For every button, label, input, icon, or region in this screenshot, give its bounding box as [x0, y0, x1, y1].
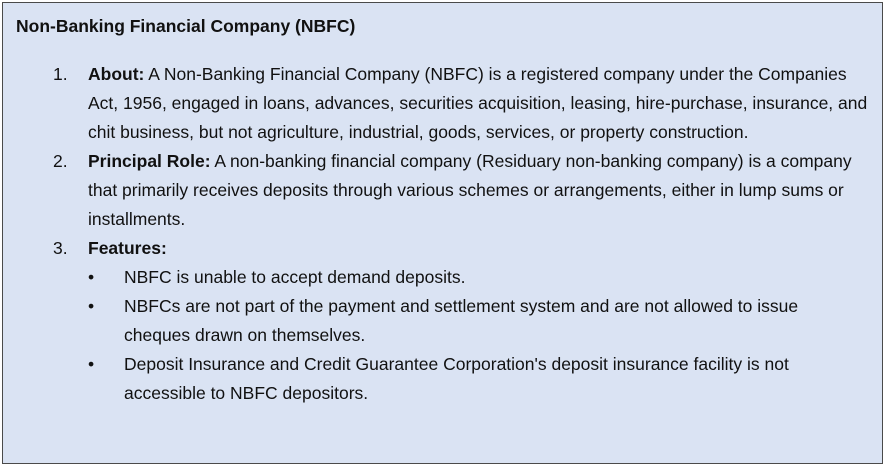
- item-number: 1.: [53, 64, 68, 84]
- list-item-principal-role: [3, 147, 882, 234]
- bullet-icon: •: [88, 296, 95, 316]
- feature-text: Deposit Insurance and Credit Guarantee Corporation's deposit insurance facility is not accessible to NBFC depositors.: [124, 354, 789, 403]
- feature-item: [88, 292, 868, 350]
- item-lead: Features:: [88, 238, 167, 258]
- box-title: Non-Banking Financial Company (NBFC): [16, 16, 356, 36]
- item-number: 2.: [53, 151, 68, 171]
- item-number: 3.: [53, 238, 68, 258]
- feature-item: [88, 350, 868, 408]
- feature-text: NBFCs are not part of the payment and settlement system and are not allowed to issue cheques drawn on themselves.: [124, 296, 799, 345]
- item-text: A non-banking financial company (Residuary non-banking company) is a company that primarily receives deposits through various schemes or arrangements, either in lump sums or installments.: [88, 151, 852, 229]
- feature-item: [88, 263, 868, 292]
- nbfc-info-box: [2, 2, 883, 464]
- bullet-icon: •: [88, 354, 95, 374]
- item-lead: About:: [88, 64, 145, 84]
- feature-text: NBFC is unable to accept demand deposits.: [124, 267, 466, 287]
- bullet-icon: •: [88, 267, 95, 287]
- list-item-about: [3, 60, 882, 147]
- main-list: [3, 60, 882, 408]
- item-text: A Non-Banking Financial Company (NBFC) is a registered company under the Companies Act, 1956, engaged in loans, advances, securities acquisition, leasing, hire-purchase, insurance, and chit business, but not agriculture, industrial, goods, services, or property construction.: [88, 64, 868, 142]
- item-lead: Principal Role:: [88, 151, 211, 171]
- features-list: [88, 263, 868, 408]
- list-item-features: [3, 234, 882, 408]
